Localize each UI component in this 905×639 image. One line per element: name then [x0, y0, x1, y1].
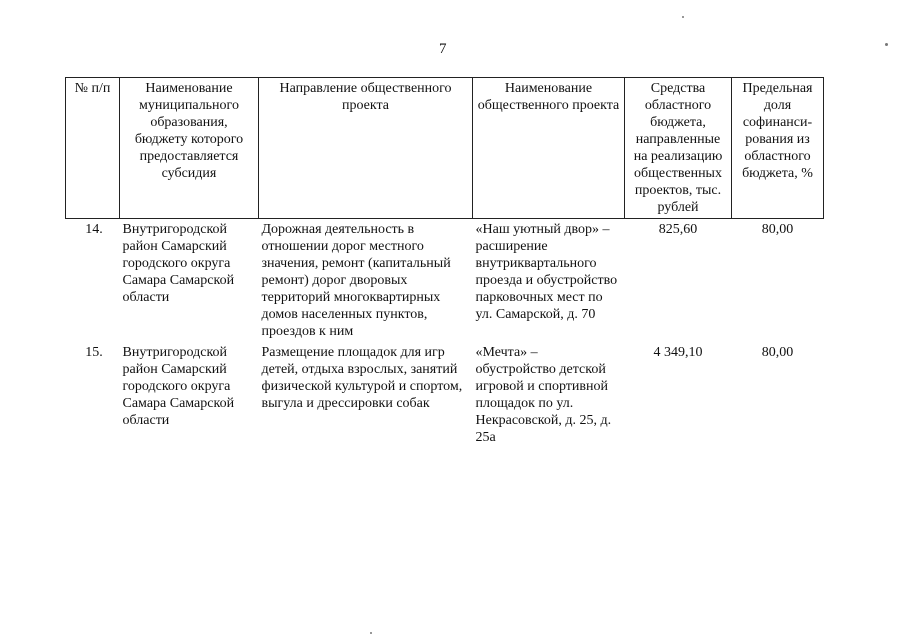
row-municipality: Внутригородской район Самарский городского округа Самара Самарской области: [122, 222, 235, 305]
table-header-row: [66, 78, 824, 219]
header-direction: Направление общественного проекта: [259, 78, 473, 219]
scan-speck: [682, 16, 684, 18]
header-share: Предельная доля софинанси-рования из областного бюджета, %: [732, 78, 824, 219]
page-number: 7: [439, 41, 447, 57]
header-project: Наименование общественного проекта: [473, 78, 625, 219]
projects-table: [65, 77, 824, 446]
row-number: 15.: [85, 345, 103, 360]
table-row: [66, 340, 824, 446]
row-project: «Мечта» – обустройство детской игровой и спортивной площадок по ул. Некрасовской, д. 25, д. 25а: [475, 345, 612, 445]
header-funds: Средства областного бюджета, направленные на реализацию общественных проектов, тыс. рублей: [625, 78, 732, 219]
header-municipality: Наименование муниципального образования, бюджету которого предоставляется субсидия: [120, 78, 259, 219]
row-municipality: Внутригородской район Самарский городского округа Самара Самарской области: [122, 345, 235, 428]
row-share: 80,00: [761, 222, 794, 237]
row-direction: Дорожная деятельность в отношении дорог местного значения, ремонт (капитальный ремонт) дорог дворовых территорий многоквартирных домов населенных пунктов, проездов к ним: [261, 222, 451, 339]
row-funds: 4 349,10: [653, 345, 703, 360]
scan-speck: [885, 43, 888, 46]
table-row: [66, 219, 824, 341]
header-number: № п/п: [66, 78, 120, 219]
row-funds: 825,60: [658, 222, 698, 237]
row-direction: Размещение площадок для игр детей, отдыха взрослых, занятий физической культурой и спортом, выгула и дрессировки собак: [261, 345, 463, 411]
row-share: 80,00: [761, 345, 794, 360]
scan-speck: [370, 632, 372, 634]
row-number: 14.: [85, 222, 103, 237]
row-project: «Наш уютный двор» – расширение внутриквартального проезда и обустройство парковочных мест по ул. Самарской, д. 70: [475, 222, 618, 322]
